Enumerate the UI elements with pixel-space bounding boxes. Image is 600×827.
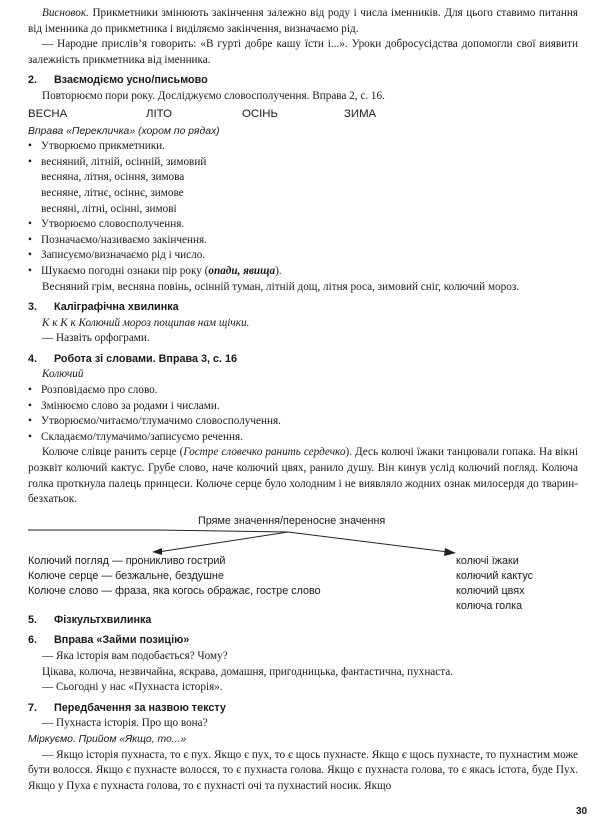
season-winter: ЗИМА xyxy=(344,107,377,120)
list-text: ). xyxy=(275,264,282,277)
adjective-line: весняна, літня, осіння, зимова xyxy=(41,171,185,184)
conclusion-paragraph xyxy=(28,6,578,37)
section-2-number: 2. xyxy=(28,74,38,87)
section-4-list xyxy=(28,383,578,445)
list-item: • Утворюємо словосполучення. xyxy=(28,217,578,233)
section-2-heading xyxy=(28,73,578,89)
diagram-right-item: колючий цвях xyxy=(456,585,525,598)
section-6-answer: Цікава, колюча, незвичайна, яскрава, домашня, пригодницька, фантастична, пухнаста. xyxy=(42,665,454,678)
diagram-right-arrow-line xyxy=(288,532,448,552)
list-item: • Розповідаємо про слово. xyxy=(28,383,578,399)
section-7-method: Міркуємо. Прийом «Якщо, то...» xyxy=(28,733,187,745)
diagram-left-item: Колючий погляд — проникливо гострий xyxy=(28,554,226,567)
section-2-title: Взаємодіємо усно/письмово xyxy=(54,74,208,87)
exercise-title: Вправа «Перекличка» (хором по рядах) xyxy=(28,125,220,137)
calligraphy-line: К к К к Колючий мороз пощипав нам щічки. xyxy=(42,316,250,329)
section-2-intro: Повторюємо пори року. Досліджуємо словосполучення. Вправа 2, с. 16. xyxy=(42,89,385,102)
section-4-heading xyxy=(28,352,578,368)
section-4-title: Робота зі словами. Вправа 3, с. 16 xyxy=(54,352,238,365)
section-3-heading xyxy=(28,300,578,316)
page-content xyxy=(28,6,578,794)
section-7-title: Передбачення за назвою тексту xyxy=(54,701,226,714)
section-4-word: Колючий xyxy=(42,368,84,381)
adjective-line: весняне, літнє, осіннє, зимове xyxy=(41,186,184,199)
list-item: • Утворюємо прикметники. xyxy=(28,139,578,155)
section-5-heading xyxy=(28,613,578,629)
diagram-left-arrow-line xyxy=(158,532,288,552)
list-item xyxy=(28,264,578,280)
section-3-number: 3. xyxy=(28,301,38,314)
diagram-right-item: колючі їжаки xyxy=(456,554,519,567)
adjective-line: весняні, літні, осінні, зимові xyxy=(41,202,177,215)
section-7-heading xyxy=(28,701,578,717)
section-6-question: — Яка історія вам подобається? Чому? xyxy=(42,650,228,662)
diagram-title: Пряме значення/переносне значення xyxy=(198,514,386,527)
season-autumn: ОСІНЬ xyxy=(242,107,278,120)
list-item: • Записуємо/визначаємо рід і число. xyxy=(28,248,578,264)
section-6-number: 6. xyxy=(28,634,38,647)
diagram-right-item: колюча голка xyxy=(456,600,523,613)
text-part: ). Десь колючі їжаки танцювали гопака. На вікні розквіт колючий кактус. Грубе слово, наче колючий цвях, ранило душу. Він кинув услід колючий погляд. Колюча голка проткнула палець принцеси. Колюче серце було холодним і не виявляло жодних ознак милосердя до тварин-безхатьок. xyxy=(28,446,578,506)
list-item: • Позначаємо/називаємо закінчення. xyxy=(28,233,578,249)
section-4-text xyxy=(28,445,578,507)
section-4-number: 4. xyxy=(28,352,38,365)
conclusion-text: Прикметники змінюють закінчення залежно від роду і числа іменників. Для цього ставимо питання від іменника до прикметника і виділяємо закінчення, визначаємо рід. xyxy=(28,7,578,35)
season-spring: ВЕСНА xyxy=(28,107,68,120)
text-part-italic: Гостре словечко ранить сердечко xyxy=(183,446,346,459)
section-5-number: 5. xyxy=(28,613,38,626)
section-7-text: –– Якщо історія пухнаста, то є пух. Якщо є пух, то є щось пухнасте. Якщо є щось пухнасте, то пухнастим може бути волосся. Якщо є пухнасте волосся, то є пухнаста голова. Якщо є пухнаста голова, то є якась істота, буде Пух. Якщо у Пуха є пухнаста голова, то є пухнасті очі та пухнастий носик. Якщо xyxy=(28,748,578,792)
season-summer: ЛІТО xyxy=(146,107,172,120)
section-5-title: Фізкультхвилинка xyxy=(54,613,152,626)
section-7-number: 7. xyxy=(28,701,38,714)
list-text: Шукаємо погодні ознаки пір року ( xyxy=(41,264,209,277)
proverb-paragraph: — Народне прислів’я говорить: «В гурті добре кашу їсти і...». Уроки добросусідства допомогли свої виявити залежність прикметника від іменника. xyxy=(28,38,578,66)
section-3-title: Каліграфічна хвилинка xyxy=(54,301,179,314)
section-7-question: — Пухнаста історія. Про що вона? xyxy=(42,717,208,730)
section-2-list-cont xyxy=(28,217,578,279)
conclusion-label: Висновок. xyxy=(42,7,89,19)
section-3-question: — Назвіть орфограми. xyxy=(42,332,150,345)
page-number: 30 xyxy=(576,806,588,817)
list-item: • Утворюємо/читаємо/тлумачимо словосполучення. xyxy=(28,414,578,430)
text-part: Колюче слівце ранить серце ( xyxy=(42,446,184,459)
adjective-line: • весняний, літній, осінній, зимовий xyxy=(28,155,578,171)
list-item: • Змінюємо слово за родами і числами. xyxy=(28,399,578,415)
list-item: • Складаємо/тлумачимо/записуємо речення. xyxy=(28,430,578,446)
diagram-right-arrowhead xyxy=(444,548,456,556)
section-6-title: Вправа «Займи позицію» xyxy=(54,634,190,647)
section-6-today: — Сьогодні у нас «Пухнаста історія». xyxy=(42,681,223,694)
section-6-heading xyxy=(28,633,578,649)
diagram-right-item: колючий кактус xyxy=(456,570,534,583)
seasons-row xyxy=(28,105,578,124)
diagram-left-item: Колюче слово — фраза, яка когось ображає, гостре слово xyxy=(28,585,321,598)
list-text-emph: опади, явища xyxy=(208,264,276,277)
meaning-diagram xyxy=(28,508,578,613)
section-2-result: Весняний грім, весняна повінь, осінній туман, літній дощ, літня роса, зимовий сніг, колючий мороз. xyxy=(42,280,520,293)
diagram-left-item: Колюче серце — безжальне, бездушне xyxy=(28,570,224,583)
section-2-list xyxy=(28,139,578,170)
diagram-right-column xyxy=(456,554,533,615)
diagram-left-column xyxy=(28,554,321,600)
diagram-apex xyxy=(158,530,288,532)
